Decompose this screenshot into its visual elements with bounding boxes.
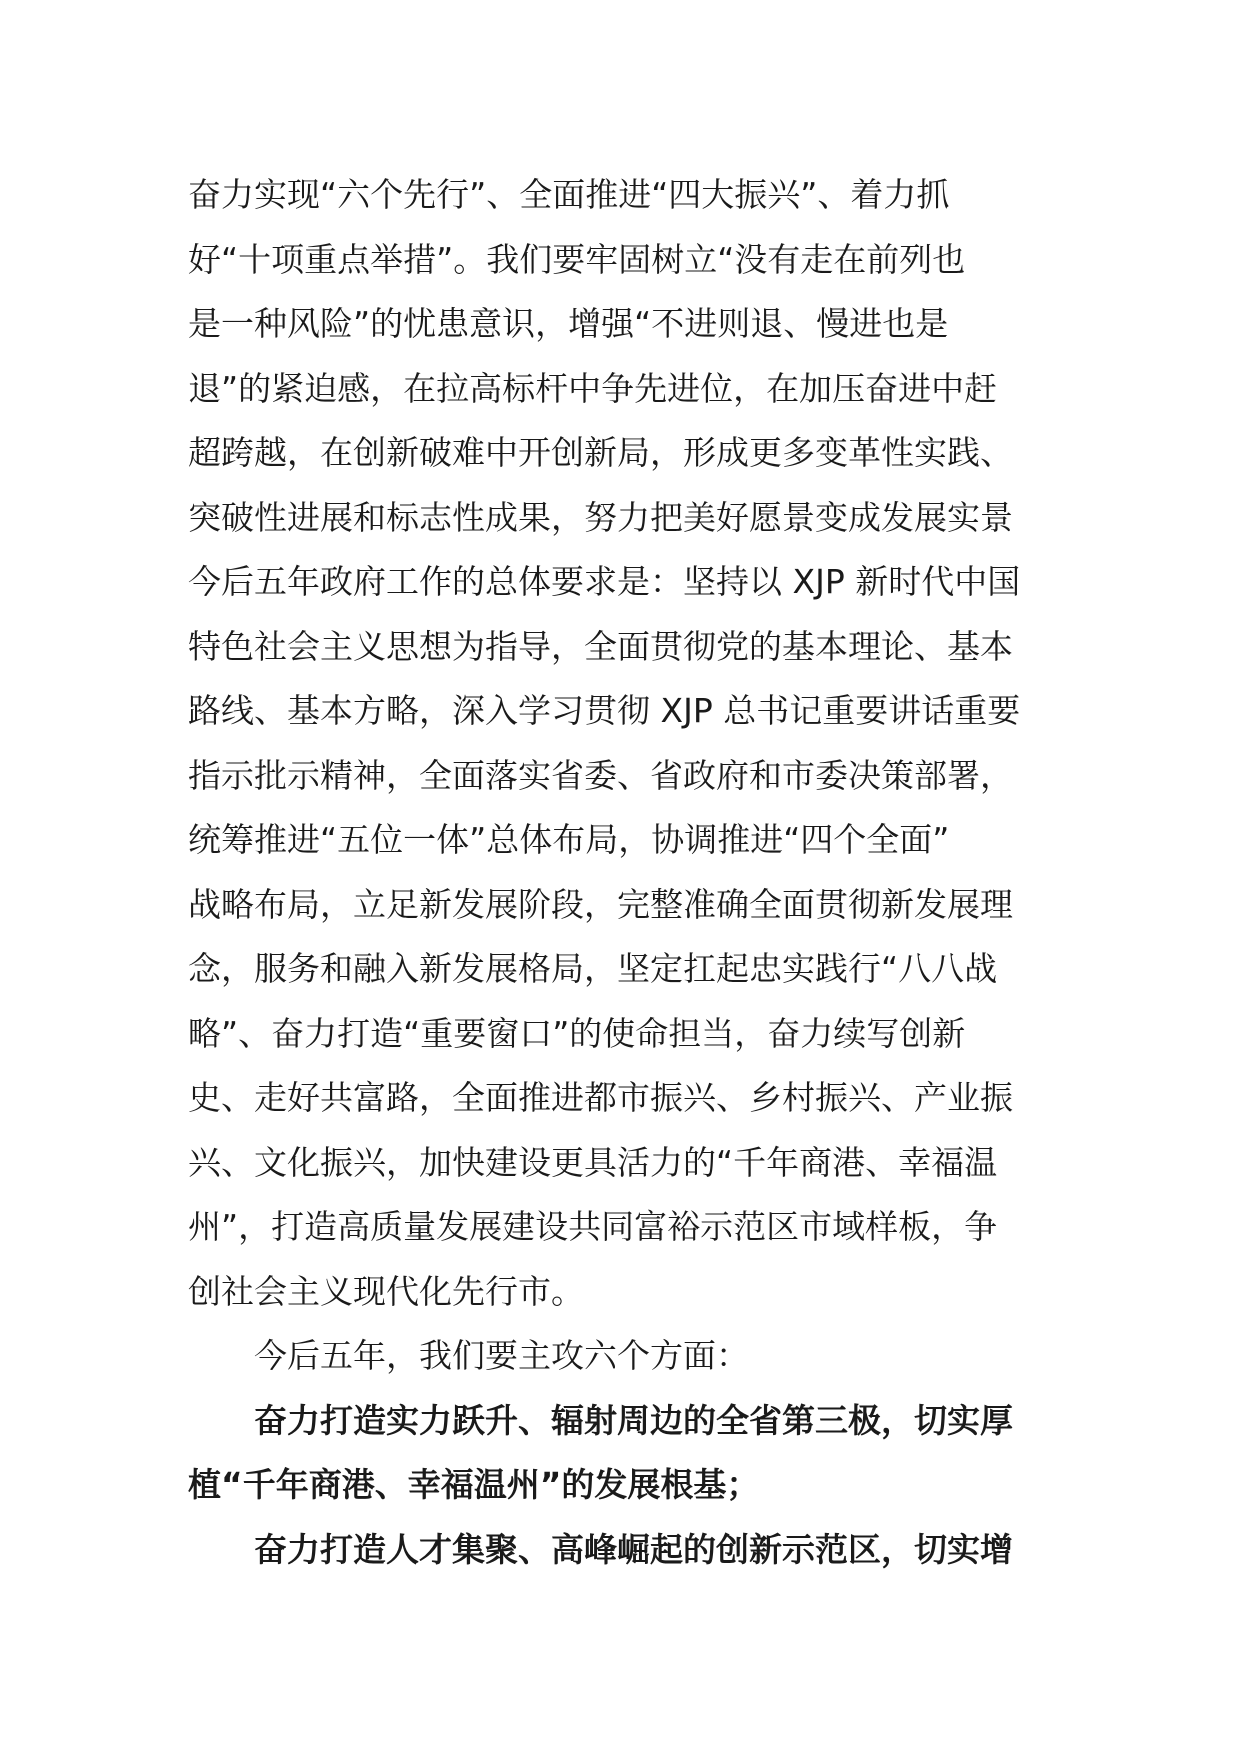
text-line: 今后五年政府工作的总体要求是：坚持以 XJP 新时代中国	[188, 562, 1021, 601]
text-line: 兴、文化振兴，加快建设更具活力的“千年商港、幸福温	[188, 1142, 998, 1182]
text-line: 念，服务和融入新发展格局，坚定扛起忠实践行“八八战	[188, 949, 998, 988]
text-line: 史、走好共富路，全面推进都市振兴、乡村振兴、产业振	[188, 1078, 1013, 1117]
bold-heading-line: 奋力打造人才集聚、高峰崛起的创新示范区，切实增	[254, 1529, 1013, 1569]
text-line: 路线、基本方略，深入学习贯彻 XJP 总书记重要讲话重要	[188, 691, 1021, 730]
text-line: 创社会主义现代化先行市。	[188, 1271, 584, 1311]
text-line: 统筹推进“五位一体”总体布局，协调推进“四个全面”	[188, 820, 950, 859]
text-line: 奋力实现“六个先行”、全面推进“四大振兴”、着力抓	[188, 175, 950, 214]
text-line: 战略布局，立足新发展阶段，完整准确全面贯彻新发展理	[188, 884, 1013, 924]
text-line: 是一种风险”的忧患意识，增强“不进则退、慢进也是	[188, 304, 949, 343]
bold-heading-line: 奋力打造实力跃升、辐射周边的全省第三极，切实厚	[254, 1400, 1013, 1440]
document-body	[188, 163, 1056, 1582]
text-line: 指示批示精神，全面落实省委、省政府和市委决策部署，	[188, 755, 1013, 795]
text-line: 特色社会主义思想为指导，全面贯彻党的基本理论、基本	[188, 626, 1013, 666]
text-line: 略”、奋力打造“重要窗口”的使命担当，奋力续写创新	[188, 1013, 966, 1053]
text-line: 好“十项重点举措”。我们要牢固树立“没有走在前列也	[188, 239, 966, 279]
text-line: 超跨越，在创新破难中开创新局，形成更多变革性实践、	[188, 433, 1013, 472]
text-line: 退”的紧迫感，在拉高标杆中争先进位，在加压奋进中赶	[188, 368, 998, 408]
bold-heading-line: 植“千年商港、幸福温州”的发展根基；	[188, 1465, 760, 1504]
paragraph-intro-line: 今后五年，我们要主攻六个方面：	[254, 1336, 749, 1375]
text-line: 州”，打造高质量发展建设共同富裕示范区市域样板，争	[188, 1207, 998, 1246]
text-line: 突破性进展和标志性成果，努力把美好愿景变成发展实景	[188, 497, 1013, 537]
